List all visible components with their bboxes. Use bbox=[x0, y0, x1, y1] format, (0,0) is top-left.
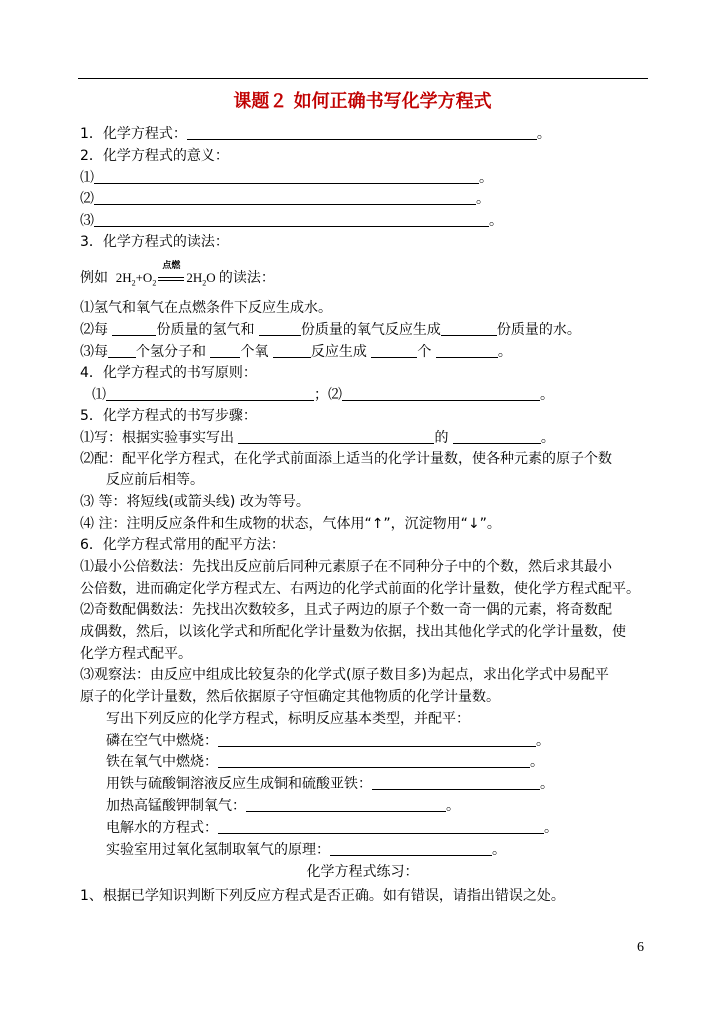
q3-blank-3b[interactable] bbox=[210, 342, 240, 358]
q2-blank-2[interactable] bbox=[94, 189, 476, 205]
q3-blank-3e[interactable] bbox=[436, 342, 498, 358]
q4-line: ⑴ ；⑵ 。 bbox=[92, 387, 554, 403]
q2-item-3: ⑶ 。 bbox=[80, 213, 503, 229]
q2-label: 2．化学方程式的意义： bbox=[80, 148, 229, 164]
practice-heading: 化学方程式练习： bbox=[306, 864, 419, 880]
q5-blank-2[interactable] bbox=[453, 428, 541, 444]
condition-ignite: 点燃 bbox=[162, 260, 181, 270]
q4-label: 4．化学方程式的书写原则： bbox=[80, 365, 257, 381]
q1-line bbox=[80, 124, 551, 144]
q5-blank-1[interactable] bbox=[238, 428, 434, 444]
q3-blank-2a[interactable] bbox=[112, 320, 156, 336]
example-equation: $2H_2+O_2$ 点燃 $2H_2O$ bbox=[112, 270, 218, 285]
q1-end: 。 bbox=[536, 126, 551, 142]
q3-read-1: ⑴氢气和氧气在点燃条件下反应生成水。 bbox=[80, 300, 332, 316]
q6-m3a: ⑶观察法：由反应中组成比较复杂的化学式(原子数目多)为起点，求出化学式中易配平 bbox=[80, 667, 609, 683]
task-5-blank[interactable] bbox=[218, 818, 544, 834]
q4-blank-1[interactable] bbox=[106, 385, 314, 401]
q6-m2a: ⑵奇数配偶数法：先找出次数较多，且式子两边的原子个数一奇一偶的元素，将奇数配 bbox=[80, 602, 612, 618]
q2-item-2: ⑵ 。 bbox=[80, 191, 490, 207]
q2-blank-3[interactable] bbox=[94, 211, 489, 227]
task-4-blank[interactable] bbox=[246, 796, 446, 812]
task-3-blank[interactable] bbox=[372, 774, 540, 790]
task-2: 铁在氧气中燃烧： 。 bbox=[106, 754, 544, 770]
task-1: 磷在空气中燃烧： 。 bbox=[106, 733, 550, 749]
q5-label: 5．化学方程式的书写步骤： bbox=[80, 408, 257, 424]
q3-blank-3a[interactable] bbox=[108, 342, 136, 358]
q5-step-2: ⑵配：配平化学方程式，在化学式前面添上适当的化学计量数，使各种元素的原子个数 bbox=[80, 451, 612, 467]
q5-step-4: ⑷ 注：注明反应条件和生成物的状态，气体用“↑”，沉淀物用“↓”。 bbox=[80, 516, 501, 532]
q6-m1b: 公倍数，进而确定化学方程式左、右两边的化学式前面的化学计量数，使化学方程式配平。 bbox=[80, 581, 640, 597]
task-6-blank[interactable] bbox=[330, 840, 492, 856]
q3-read-3: ⑶每 个氢分子和 个氧 反应生成 个 。 bbox=[80, 344, 512, 360]
q1-blank[interactable] bbox=[187, 124, 537, 140]
q5-step-1: ⑴写：根据实验事实写出 的 。 bbox=[80, 430, 555, 446]
q2-item-1: ⑴ 。 bbox=[80, 170, 493, 186]
task-6: 实验室用过氧化氢制取氧气的原理： 。 bbox=[106, 842, 506, 858]
q3-blank-3c[interactable] bbox=[273, 342, 311, 358]
tasks-intro: 写出下列反应的化学方程式，标明反应基本类型，并配平： bbox=[106, 711, 470, 727]
q3-label: 3．化学方程式的读法： bbox=[80, 234, 229, 250]
page-number: 6 bbox=[637, 940, 644, 955]
q1-label: 1．化学方程式： bbox=[80, 126, 187, 142]
q2-blank-1[interactable] bbox=[94, 168, 479, 184]
q3-read-2: ⑵每 份质量的氢气和 份质量的氧气反应生成 份质量的水。 bbox=[80, 322, 581, 338]
q4-blank-2[interactable] bbox=[342, 385, 540, 401]
page-title: 课题２ 如何正确书写化学方程式 bbox=[233, 91, 492, 112]
header-rule bbox=[78, 78, 648, 79]
practice-question-1: 1、根据已学知识判断下列反应方程式是否正确。如有错误，请指出错误之处。 bbox=[80, 888, 565, 904]
q6-m1a: ⑴最小公倍数法：先找出反应前后同种元素原子在不同种分子中的个数，然后求其最小 bbox=[80, 559, 612, 575]
q5-step-2b: 反应前后相等。 bbox=[106, 472, 204, 488]
q3-blank-2c[interactable] bbox=[441, 320, 497, 336]
task-5: 电解水的方程式： 。 bbox=[106, 820, 558, 836]
task-4: 加热高锰酸钾制氧气： 。 bbox=[106, 798, 460, 814]
q6-m2b: 成偶数，然后，以该化学式和所配化学计量数为依据，找出其他化学式的化学计量数，使 bbox=[80, 624, 626, 640]
q5-step-3: ⑶ 等：将短线(或箭头线) 改为等号。 bbox=[80, 494, 310, 510]
equals-sign bbox=[158, 277, 184, 281]
q3-blank-3d[interactable] bbox=[371, 342, 417, 358]
q3-blank-2b[interactable] bbox=[259, 320, 301, 336]
q6-m2c: 化学方程式配平。 bbox=[80, 646, 192, 662]
q6-label: 6．化学方程式常用的配平方法： bbox=[80, 537, 285, 553]
task-1-blank[interactable] bbox=[218, 731, 536, 747]
task-2-blank[interactable] bbox=[218, 752, 530, 768]
q3-example: 例如 $2H_2+O_2$ 点燃 $2H_2O$ 的读法： bbox=[80, 268, 275, 294]
q6-m3b: 原子的化学计量数，然后依据原子守恒确定其他物质的化学计量数。 bbox=[80, 689, 500, 705]
task-3: 用铁与硫酸铜溶液反应生成铜和硫酸亚铁： 。 bbox=[106, 776, 554, 792]
